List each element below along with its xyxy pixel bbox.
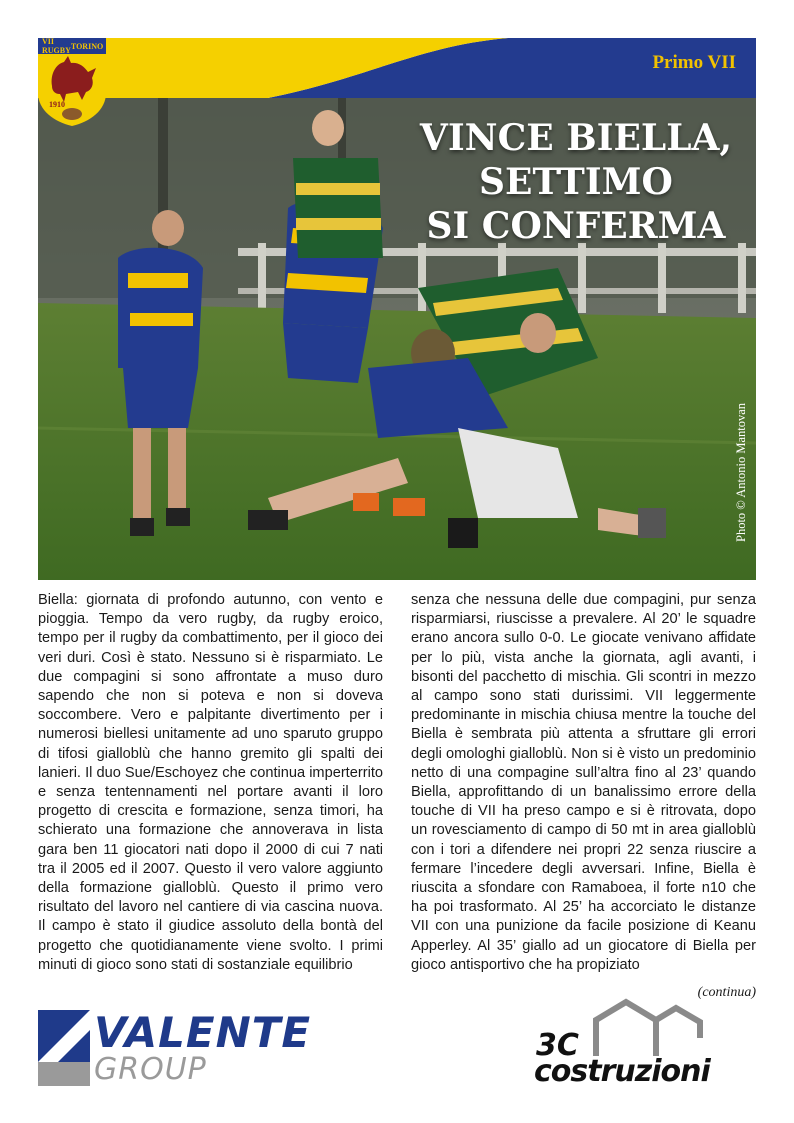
valente-emblem-icon <box>38 1010 90 1086</box>
article-body <box>38 591 756 1001</box>
house-outline-icon <box>588 998 708 1058</box>
costruzioni-number: 3C <box>536 1028 579 1063</box>
header-swoosh <box>38 38 756 98</box>
continued-label: (continua) <box>697 985 756 1000</box>
crest-name-left: VII RUGBY <box>42 37 71 55</box>
headline-line-3: SI CONFERMA <box>426 205 726 247</box>
header-band <box>38 38 756 98</box>
valente-group-logo <box>38 1008 318 1088</box>
crest-year: 1910 <box>49 100 65 109</box>
photo-credit: Photo © Antonio Mantovan <box>734 402 748 542</box>
valente-group-text: GROUP <box>94 1052 207 1087</box>
section-label: Primo VII <box>652 52 736 73</box>
article-column-2: senza che nessuna delle due compagini, pur senza risparmiarsi, riuscisse a prevalere. Al 20’ le squadre erano ancora sullo 0-0. Le giocate venivano affidate per lo più, vista anche la giornata, agli avanti, i bisonti del pacchetto di mischia. Gli scontri in mezzo al campo sono stati durissimi. VII leggermente predominante in mischia chiusa mentre la touche del Biella è sembrata più attenta a sfruttare gli errori degli omologhi gialloblù. Non si è visto un predominio netto di una compagine sull’altra fino al 23’ quando Biella, approfittando di un banalissimo errore della touche di VII ha preso campo e si è ritrovata, dopo un rovesciamento di campo di 50 mt in area gialloblù con i tori a difendere nei propri 22 senza riuscire a fermare l’incedere degli avversari. Infine, Biella è riuscita a sfondare con Ramaboea, il forte n10 che ha poi trasformato. Al 25’ ha accorciato le distanze VII con una punizione da facile posizione di Keanu Apperley. Al 35’ giallo ad un giocatore di Biella per gioco antisportivo che ha propiziato <box>411 592 756 973</box>
article-column-1: Biella: giornata di profondo autunno, con vento e pioggia. Tempo da vero rugby, da rugby eroico, tempo per il rugby da combattimento, per il gioco dei veri duri. Così è stato. Nessuno si è risparmiato. Le due compagini si sono affrontate a muso duro sapendo che non si poteva e non si doveva soccombere. Vero e palpitante divertimento per i numerosi biellesi unitamente ad uno sparuto gruppo di tifosi gialloblù che hanno gremito gli spalti dei lanieri. Il duo Sue/Eschoyez che continua imperterrito e senza tentennamenti nel portare avanti il loro progetto di crescita e formazione, senza timori, ha schierato una formazione che annoverava in lista gara ben 11 giocatori nati dopo il 2000 di cui 7 nati tra il 2005 ed il 2007. Questo il vero valore aggiunto della formazione gialloblù. Questo il primo vero risultato del lavoro nel cantiere di via cascina nuova. Il campo è stato il giudice assoluto della bontà del progetto che quotidianamente viene svolto. I primi minuti di gioco sono stati di sostanziale equilibrio <box>38 592 383 973</box>
club-crest <box>38 38 106 126</box>
photo-credit-wrap <box>734 362 750 542</box>
crest-banner <box>38 38 106 54</box>
3c-costruzioni-logo <box>530 998 760 1093</box>
crest-name-right: TORINO <box>70 41 104 51</box>
match-photo <box>38 98 756 580</box>
headline <box>420 116 732 248</box>
costruzioni-word: costruzioni <box>534 1054 710 1089</box>
valente-name: VALENTE <box>94 1008 312 1057</box>
headline-line-2: SETTIMO <box>479 161 673 203</box>
headline-line-1: VINCE BIELLA, <box>419 117 732 159</box>
